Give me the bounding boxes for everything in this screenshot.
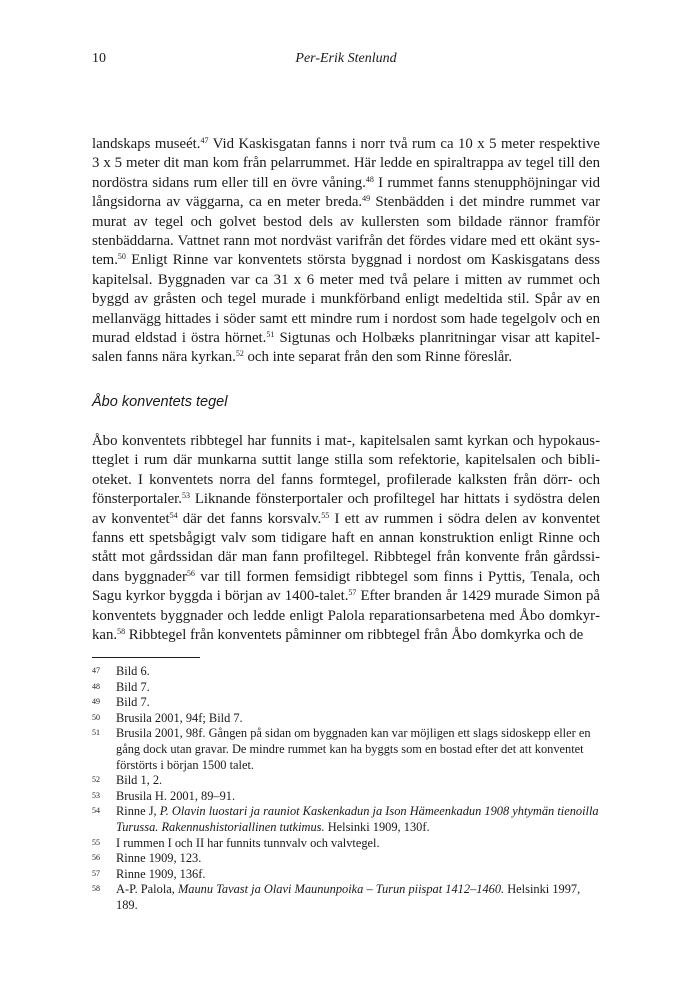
footnote-item xyxy=(92,867,600,883)
section-heading: Åbo konventets tegel xyxy=(92,394,228,410)
footnote-number: 52 xyxy=(92,775,100,785)
footnote-reference: 47 xyxy=(200,136,209,145)
text-run: I rummet fanns stenupphöjningar vid långsidorna av väggarna, ca en meter breda. xyxy=(92,174,600,211)
body-paragraph-1 xyxy=(92,135,600,368)
footnote-reference: 53 xyxy=(181,491,190,501)
footnote-reference: 50 xyxy=(117,252,126,262)
footnote-reference: 52 xyxy=(235,349,244,359)
text-run: och inte separat från den som Rinne föreslår. xyxy=(243,349,513,366)
italic-title: P. Olavin luostari ja rauniot Kaskenkadun ja Ison Hämeenkadun 1908 yhtymän tienoilla Turussa. Rakennushistoriallinen tutkimus. xyxy=(116,804,599,834)
footnotes-list xyxy=(92,664,600,914)
footnote-item xyxy=(92,804,600,835)
text-run: I rummen I och II har funnits tunnvalv och valvtegel. xyxy=(116,835,380,850)
text-run: I ett av rummen i södra delen av konventet fanns ett spetsbågigt valv som tidigare haft en annan konstruktion enligt Rinne och stått mot gårdssidan där man fann profiltegel. Ribbtegel från konvente från gårdssidans byggnader xyxy=(92,510,600,585)
text-run: Bild 6. xyxy=(116,664,150,678)
footnote-number: 55 xyxy=(92,837,100,847)
footnote-item xyxy=(92,664,600,680)
footnote-number: 51 xyxy=(92,728,100,738)
footnote-text xyxy=(116,680,600,696)
text-run: Åbo konventets ribbtegel har funnits i mat-, kapitelsalen samt kyrkan och hypokaustteglet i rum där munkarna suttit lange stilla som refektorie, kapitelsalen och biblioteket. I konventets norra del fanns formtegel, profilerade kalksten från dörr- och fönsterportaler. xyxy=(92,433,600,508)
footnote-divider xyxy=(92,657,200,658)
text-run: Brusila H. 2001, 89–91. xyxy=(116,788,236,803)
text-run: A-P. Palola, xyxy=(116,882,178,897)
text-run: Vid Kaskisgatan fanns i norr två rum ca 10 x 5 meter respektive 3 x 5 meter dit man kom från pelarrummet. Här ledde en spiraltrappa av tegel till den nordöstra sidans rum eller till en övre våning. xyxy=(92,136,600,191)
footnote-number: 57 xyxy=(92,868,100,878)
text-run: Sigtunas och Holbæks planritningar visar att kapitelsalen fanns nära kyrkan. xyxy=(92,330,600,366)
footnote-text xyxy=(116,773,600,789)
paragraph-text xyxy=(92,432,600,645)
footnote-text xyxy=(116,836,600,852)
text-run: var till formen femsidigt ribbtegel som finns i Pyttis, Tenala, och Sagu kyrkor byggda i början av 1400-talet. xyxy=(92,568,600,605)
text-run: Ribbtegel från konventets påminner om ribbtegel från Åbo domkyrka och de xyxy=(125,627,584,644)
footnote-text xyxy=(116,804,600,835)
paragraph-text xyxy=(92,135,600,368)
footnote-text xyxy=(116,711,600,727)
text-run: Stenbädden i det mindre rummet var murat av tegel och golvet bestod dels av kullersten som bildade rännor framför stenbäddarna. Vattnet rann mot nordväst varifrån det fördes vidare med ett okänt system. xyxy=(92,194,600,269)
footnote-item xyxy=(92,680,600,696)
footnote-item xyxy=(92,773,600,789)
italic-title: Maunu Tavast ja Olavi Maununpoika – Turun piispat 1412–1460. xyxy=(177,882,505,897)
footnote-number: 50 xyxy=(92,712,100,722)
footnote-number: 48 xyxy=(92,681,100,691)
footnote-reference: 51 xyxy=(266,330,275,340)
footnote-number: 56 xyxy=(92,853,100,863)
page-header xyxy=(92,51,600,73)
text-run: landskaps museét. xyxy=(92,136,201,152)
text-run: Liknande fönsterportaler och profiltegel har hittats i sydöstra delen av konventet xyxy=(92,491,600,527)
text-run: Rinne J, xyxy=(116,804,160,819)
text-run: Enligt Rinne var konventets största byggnad i nordost om Kaskisgatans dess kapitelsal. Byggnaden var ca 31 x 6 meter med två pelare i mitten av rummet och byggd av gråsten och tegel murade i munkförband enligt medeltida stil. Spår av en mellanvägg hittades i söder samt ett mindre rum i nordost som hade tegelgolv och en murad eldstad i östra hörnet. xyxy=(92,252,600,347)
text-run: Bild 1, 2. xyxy=(116,773,163,788)
footnote-reference: 48 xyxy=(365,174,374,184)
footnote-item xyxy=(92,726,600,773)
page-number: 10 xyxy=(92,51,106,66)
footnote-text xyxy=(116,789,600,805)
footnote-item xyxy=(92,851,600,867)
text-run: Brusila 2001, 94f; Bild 7. xyxy=(116,710,243,725)
footnote-text xyxy=(116,867,600,883)
footnote-reference: 49 xyxy=(362,194,371,204)
footnote-number: 54 xyxy=(92,806,100,816)
footnote-number: 53 xyxy=(92,790,100,800)
footnote-item xyxy=(92,789,600,805)
text-run: Bild 7. xyxy=(116,695,150,710)
footnote-text xyxy=(116,695,600,711)
text-run: Brusila 2001, 98f. Gången på sidan om byggnaden kan var möjligen ett slags sidoskepp eller en gång dock utan gravar. De mindre rummet kan ha byggts som en bostad efter det att konventet förstörts i början 1500 talet. xyxy=(116,726,591,772)
footnote-item xyxy=(92,711,600,727)
text-run: Bild 7. xyxy=(116,679,150,694)
text-run: Rinne 1909, 123. xyxy=(116,851,202,866)
body-paragraph-2 xyxy=(92,432,600,645)
footnote-reference: 55 xyxy=(321,510,330,520)
footnote-number: 58 xyxy=(92,884,100,894)
text-run: Helsinki 1909, 130f. xyxy=(324,819,430,834)
footnote-item xyxy=(92,695,600,711)
running-title: Per-Erik Stenlund xyxy=(295,51,397,66)
footnote-text xyxy=(116,726,600,773)
text-run: Rinne 1909, 136f. xyxy=(116,866,206,881)
footnote-text xyxy=(116,664,600,680)
footnote-reference: 58 xyxy=(117,627,126,637)
text-run: Helsinki 1997, 189. xyxy=(116,882,581,912)
footnote-number: 47 xyxy=(92,666,100,675)
footnote-text xyxy=(116,882,600,913)
footnote-reference: 57 xyxy=(348,588,357,598)
footnote-text xyxy=(116,851,600,867)
footnote-number: 49 xyxy=(92,697,100,707)
footnote-reference: 56 xyxy=(186,568,195,578)
text-run: Efter branden år 1429 murade Simon på konventets byggnader och ledde enligt Palola reparationsarbetena med Åbo domkyrkan. xyxy=(92,588,600,644)
footnote-item xyxy=(92,836,600,852)
text-run: där det fanns korsvalv. xyxy=(177,510,322,527)
footnote-item xyxy=(92,882,600,913)
footnote-reference: 54 xyxy=(169,510,178,520)
